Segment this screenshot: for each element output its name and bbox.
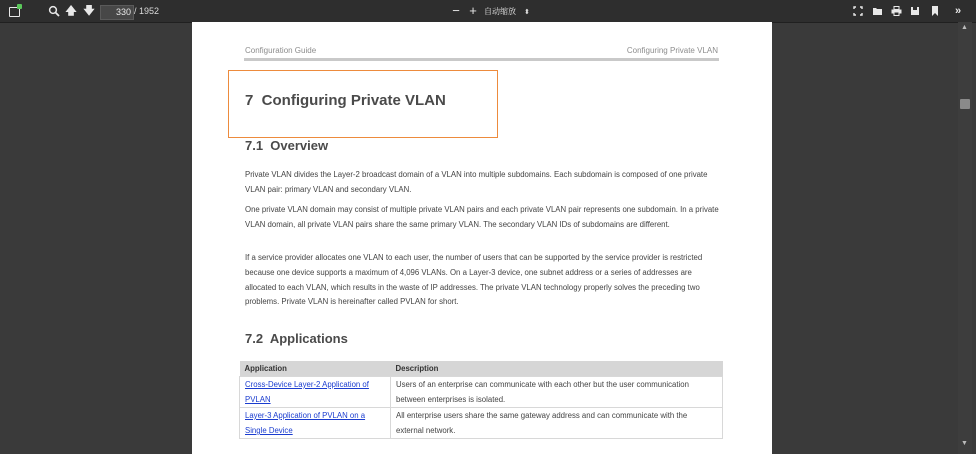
applications-table bbox=[239, 361, 723, 439]
page-total-label: / 1952 bbox=[134, 6, 160, 16]
paragraph: Private VLAN divides the Layer-2 broadcast domain of a VLAN into multiple subdomains. Each subdomain is composed of one private VLAN pair: primary VLAN and secondary VLAN. bbox=[245, 170, 708, 194]
zoom-in-icon[interactable]: + bbox=[469, 3, 477, 18]
download-icon[interactable] bbox=[908, 3, 922, 19]
table-cell-description: Users of an enterprise can communicate with each other but the user communication between enterprises is isolated. bbox=[391, 377, 723, 408]
header-divider bbox=[244, 58, 719, 61]
pdf-toolbar bbox=[0, 0, 976, 23]
zoom-select[interactable] bbox=[484, 5, 530, 18]
table-row bbox=[240, 408, 723, 439]
presentation-mode-icon[interactable] bbox=[851, 3, 865, 19]
zoom-select-value: 自动缩放 bbox=[484, 7, 516, 16]
scroll-up-icon[interactable]: ▲ bbox=[961, 24, 968, 31]
zoom-out-icon[interactable]: − bbox=[452, 3, 460, 18]
previous-page-icon[interactable]: 🡅 bbox=[65, 5, 77, 17]
open-file-icon[interactable] bbox=[870, 3, 884, 19]
table-header-row bbox=[240, 361, 723, 377]
table-cell-application bbox=[240, 408, 391, 439]
application-link[interactable]: Layer-3 Application of PVLAN on a Single Device bbox=[245, 411, 366, 435]
page-number-input[interactable]: 330 bbox=[100, 5, 134, 20]
section-title-overview: 7.1 Overview bbox=[245, 138, 329, 153]
chevron-down-icon: ⬍ bbox=[524, 9, 530, 16]
scroll-down-icon[interactable]: ▼ bbox=[961, 440, 968, 447]
bookmark-icon[interactable] bbox=[928, 3, 942, 19]
table-cell-description: All enterprise users share the same gateway address and can communicate with the external network. bbox=[391, 408, 723, 439]
chapter-title: 7 Configuring Private VLAN bbox=[245, 92, 446, 109]
column-header-application: Application bbox=[240, 361, 391, 377]
page-header-right: Configuring Private VLAN bbox=[626, 46, 718, 55]
pdf-page bbox=[192, 22, 772, 454]
tools-icon[interactable]: » bbox=[954, 5, 962, 17]
paragraph: If a service provider allocates one VLAN to each user, the number of users that can be supported by the service provider is restricted because one device supports a maximum of 4,096 VLANs. On a Layer-3 device, one subnet address or a series of addresses are allocated to each VLAN, which results in the waste of IP addresses. The private VLAN technology properly solves the preceding two problems. Private VLAN is hereinafter called PVLAN for short. bbox=[245, 253, 703, 307]
section-title-applications: 7.2 Applications bbox=[245, 331, 348, 346]
column-header-description: Description bbox=[391, 361, 723, 377]
paragraph: One private VLAN domain may consist of multiple private VLAN pairs and each private VLAN pair represents one subdomain. In a private VLAN domain, all private VLAN pairs share the same primary VLAN. The secondary VLAN IDs of subdomains are different. bbox=[245, 205, 719, 229]
vertical-scrollbar[interactable] bbox=[958, 22, 972, 454]
scroll-thumb[interactable] bbox=[960, 99, 970, 109]
table-cell-application bbox=[240, 377, 391, 408]
table-row bbox=[240, 377, 723, 408]
search-icon[interactable] bbox=[46, 3, 62, 19]
sidebar-toggle-icon[interactable] bbox=[6, 3, 22, 19]
print-icon[interactable] bbox=[889, 3, 903, 19]
next-page-icon[interactable]: 🡇 bbox=[83, 5, 95, 17]
application-link[interactable]: Cross-Device Layer-2 Application of PVLAN bbox=[245, 380, 369, 404]
page-header-left: Configuration Guide bbox=[245, 46, 317, 55]
